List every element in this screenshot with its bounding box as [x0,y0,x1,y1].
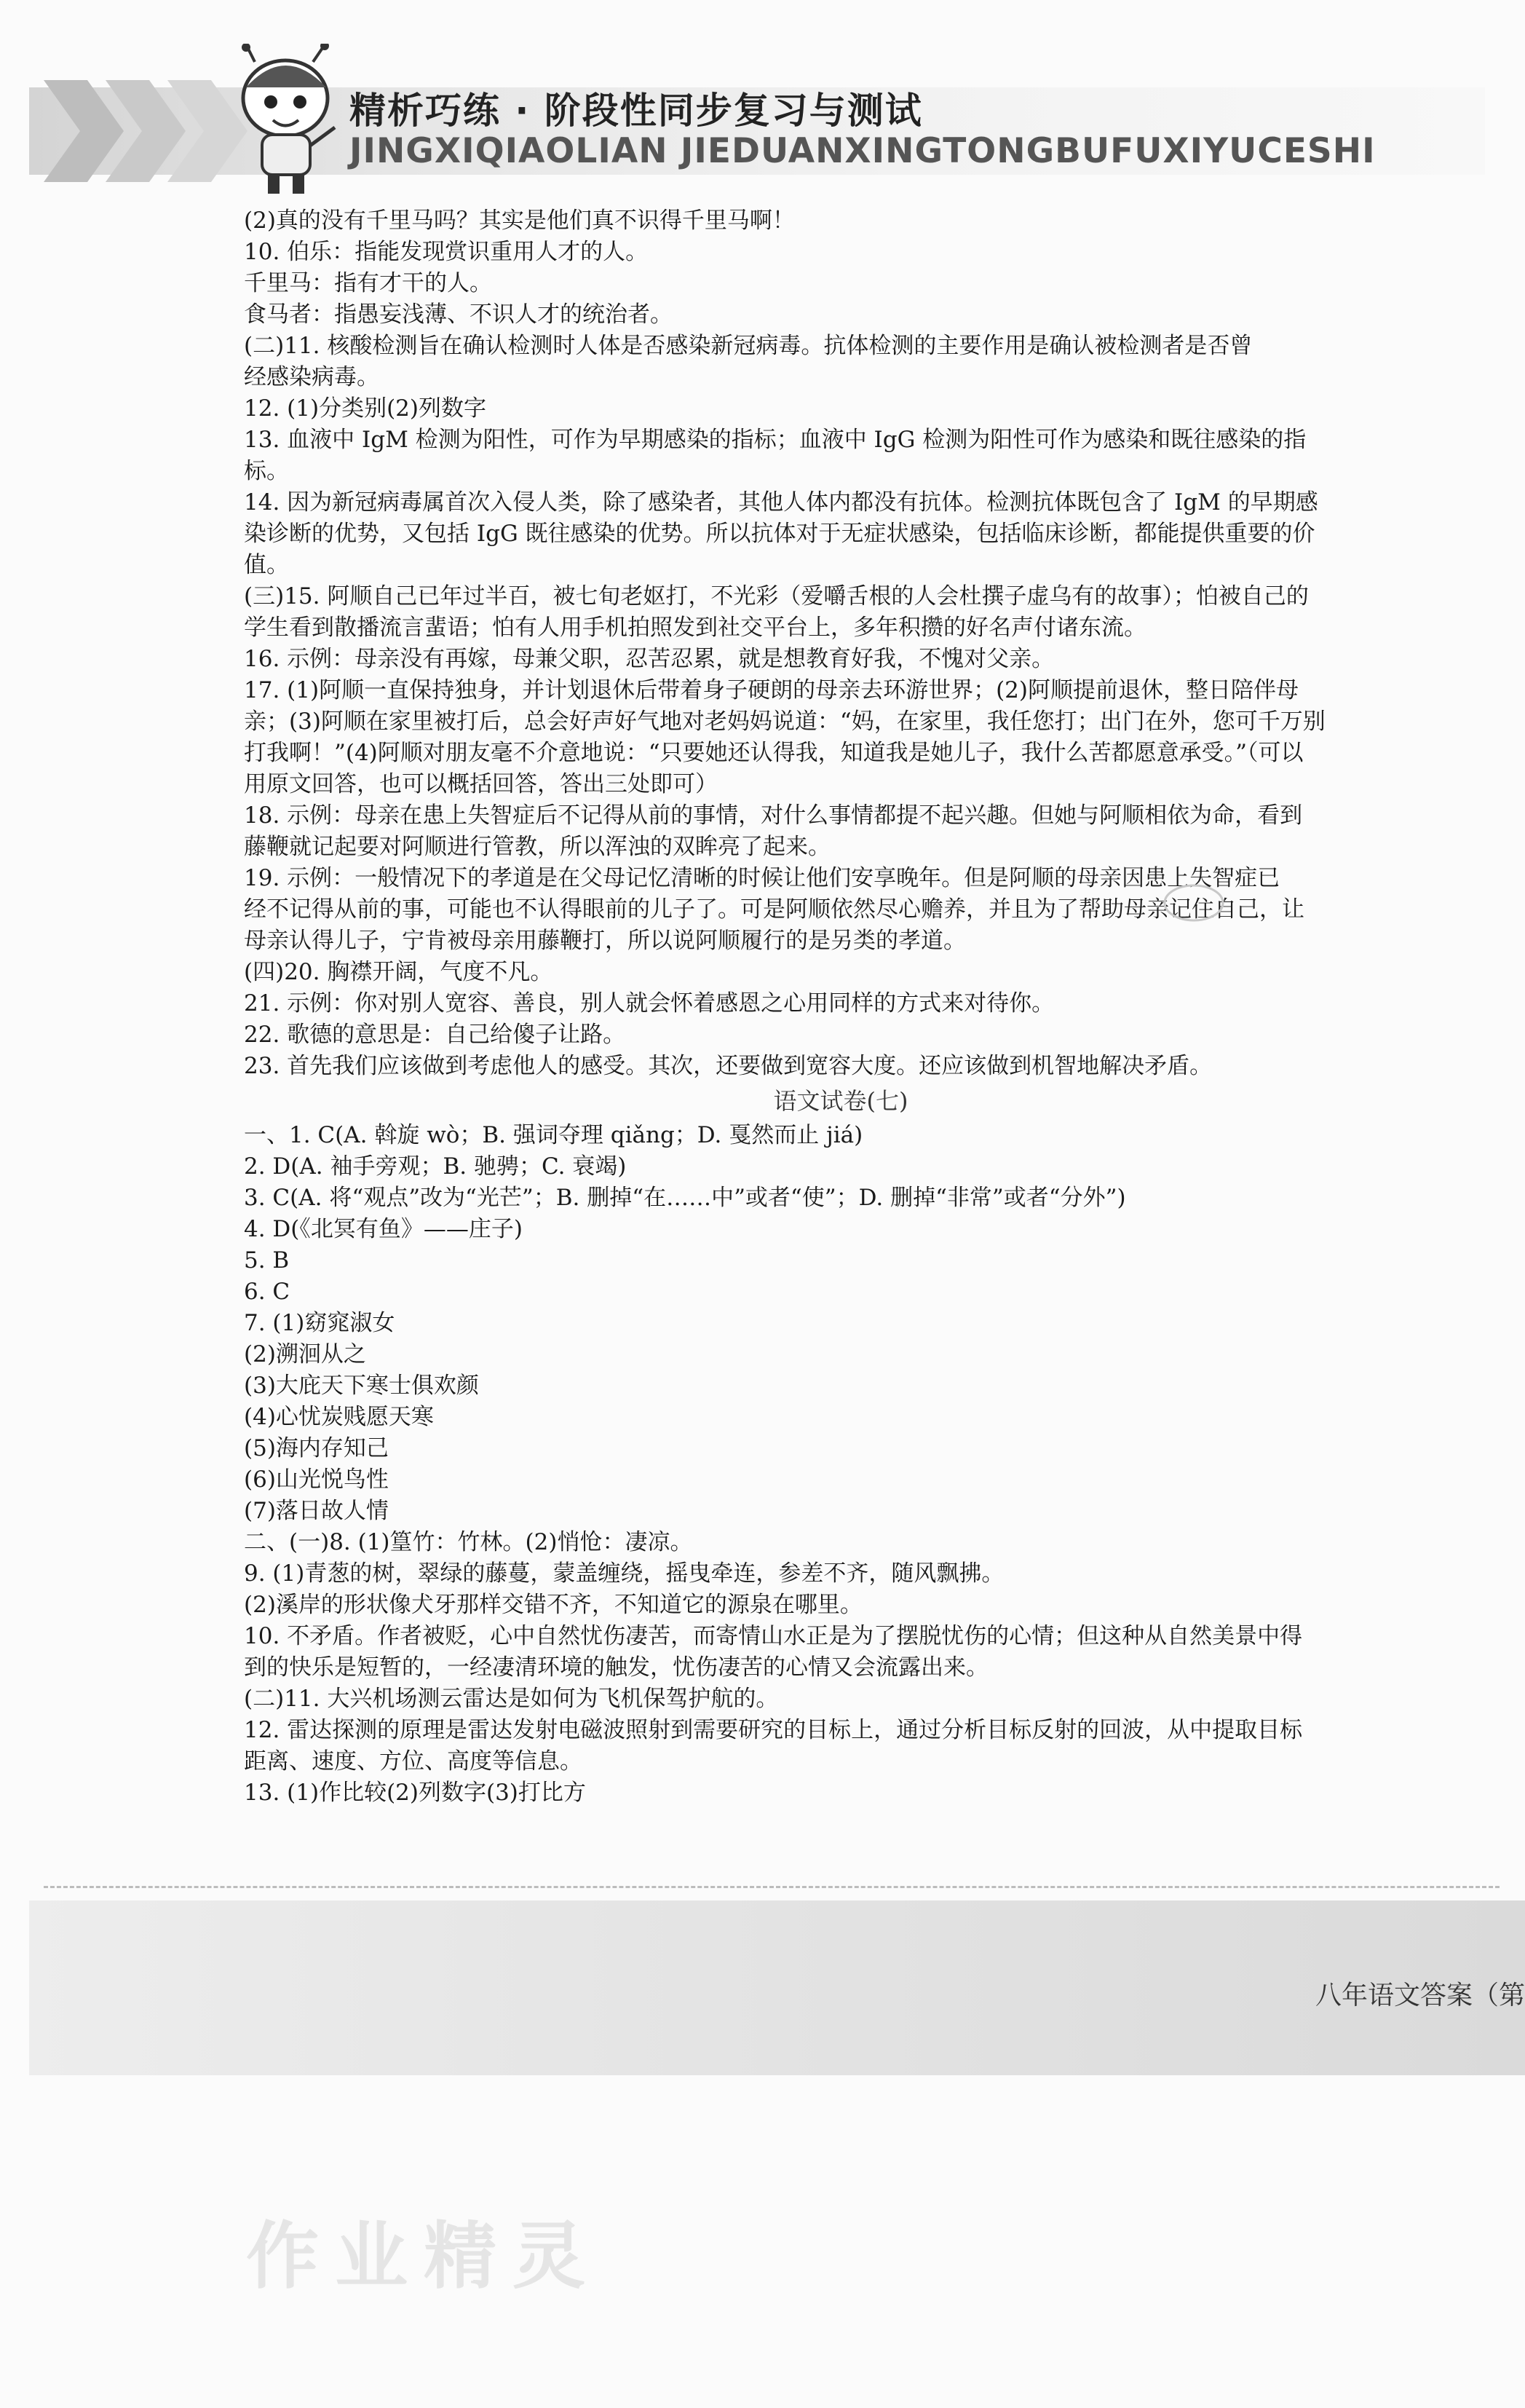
header-title-en: JINGXIQIAOLIAN JIEDUANXINGTONGBUFUXIYUCESHI [349,131,1376,171]
answer-line: 21. 示例：你对别人宽容、善良，别人就会怀着感恩之心用同样的方式来对待你。 [244,990,1055,1017]
answer-line: 17. (1)阿顺一直保持独身，并计划退休后带着身子硬朗的母亲去环游世界；(2)阿顺提前退休，整日陪伴母 [244,677,1299,703]
answer-line: 经感染病毒。 [244,364,379,390]
answer-line: 12. 雷达探测的原理是雷达发射电磁波照射到需要研究的目标上，通过分析目标反射的回波，从中提取目标 [244,1717,1303,1743]
answer-line: (3)大庇天下寒士俱欢颜 [244,1373,479,1399]
answer-line: 打我啊！”(4)阿顺对朋友毫不介意地说：“只要她还认得我，知道我是她儿子，我什么苦都愿意承受。”（可以 [244,740,1304,766]
answer-line: 经不记得从前的事，可能也不认得眼前的儿子了。可是阿顺依然尽心赡养，并且为了帮助母亲记住自己，让 [244,896,1304,923]
answer-line: 用原文回答，也可以概括回答，答出三处即可） [244,771,718,797]
answer-line: 12. (1)分类别(2)列数字 [244,395,486,422]
answer-line: 染诊断的优势，又包括 IgG 既往感染的优势。所以抗体对于无症状感染，包括临床诊断，都能提供重要的价 [244,521,1315,547]
watermark-stamp-icon [1161,881,1227,925]
footer-divider [44,1886,1500,1888]
answer-line: 母亲认得儿子，宁肯被母亲用藤鞭打，所以说阿顺履行的是另类的孝道。 [244,928,966,954]
page-header [0,0,1525,240]
answer-line: 学生看到散播流言蜚语；怕有人用手机拍照发到社交平台上，多年积攒的好名声付诸东流。 [244,615,1146,641]
section-title: 语文试卷(七) [773,1087,908,1115]
footer-band [29,1900,1525,2075]
answer-line: 7. (1)窈窕淑女 [244,1310,395,1336]
answer-line: 13. 血液中 IgM 检测为阳性，可作为早期感染的指标；血液中 IgG 检测为阳性可作为感染和既往感染的指 [244,427,1307,453]
mascot-icon [233,44,342,197]
answer-line: 距离、速度、方位、高度等信息。 [244,1748,582,1775]
answer-line: 食马者：指愚妄浅薄、不识人才的统治者。 [244,301,673,328]
answer-line: 18. 示例：母亲在患上失智症后不记得从前的事情，对什么事情都提不起兴趣。但她与阿顺相依为命，看到 [244,802,1303,829]
answer-line: 标。 [244,458,289,484]
answer-line: 4. D(《北冥有鱼》——庄子) [244,1216,523,1242]
answer-line: 亲；(3)阿顺在家里被打后，总会好声好气地对老妈妈说道：“妈，在家里，我任您打；出门在外，您可千万别 [244,708,1326,735]
answer-line: (7)落日故人情 [244,1498,389,1524]
answer-line: (6)山光悦鸟性 [244,1466,389,1493]
answer-line: 16. 示例：母亲没有再嫁，母兼父职，忍苦忍累，就是想教育好我，不愧对父亲。 [244,646,1055,672]
answer-line: 13. (1)作比较(2)列数字(3)打比方 [244,1780,586,1806]
answer-line: 9. (1)青葱的树，翠绿的藤蔓，蒙盖缠绕，摇曳牵连，参差不齐，随风飘拂。 [244,1560,1005,1587]
answer-line: 一、1. C(A. 斡旋 wò；B. 强词夺理 qiǎng；D. 戛然而止 jiá) [244,1122,863,1148]
answer-line: (2)溪岸的形状像犬牙那样交错不齐，不知道它的源泉在哪里。 [244,1592,863,1618]
answer-line: 到的快乐是短暂的，一经凄清环境的触发，忧伤凄苦的心情又会流露出来。 [244,1654,989,1681]
answer-line: (二)11. 大兴机场测云雷达是如何为飞机保驾护航的。 [244,1686,779,1712]
answer-content [244,205,1438,1809]
footer-page-label: 八年语文答案（第 [1315,1981,1525,2010]
answer-line: 6. C [244,1279,290,1305]
answer-line: 10. 伯乐：指能发现赏识重用人才的人。 [244,239,649,265]
answer-line: (2)溯洄从之 [244,1341,366,1367]
answer-line: 5. B [244,1247,290,1274]
header-title-cn: 精析巧练 · 阶段性同步复习与测试 [349,90,923,132]
answer-line: 藤鞭就记起要对阿顺进行管教，所以浑浊的双眸亮了起来。 [244,834,831,860]
answer-line: (三)15. 阿顺自己已年过半百，被七旬老妪打，不光彩（爱嚼舌根的人会杜撰子虚乌有的故事）；怕被自己的 [244,583,1309,609]
answer-line: 二、(一)8. (1)篁竹：竹林。(2)悄怆：凄凉。 [244,1529,693,1555]
answer-line: 10. 不矛盾。作者被贬，心中自然忧伤凄苦，而寄情山水正是为了摆脱忧伤的心情；但这种从自然美景中得 [244,1623,1303,1649]
answer-line: (5)海内存知己 [244,1435,389,1461]
answer-line: 19. 示例：一般情况下的孝道是在父母记忆清晰的时候让他们安享晚年。但是阿顺的母亲因患上失智症已 [244,865,1280,891]
answer-line: 3. C(A. 将“观点”改为“光芒”；B. 删掉“在……中”或者“使”；D. 删掉“非常”或者“分外”) [244,1185,1126,1211]
answer-line: (4)心忧炭贱愿天寒 [244,1404,434,1430]
answer-line: (四)20. 胸襟开阔，气度不凡。 [244,959,553,985]
answer-line: 23. 首先我们应该做到考虑他人的感受。其次，还要做到宽容大度。还应该做到机智地解决矛盾。 [244,1053,1213,1079]
answer-line: 千里马：指有才干的人。 [244,270,492,296]
watermark-text: 作业精灵 [246,2214,601,2299]
answer-line: (二)11. 核酸检测旨在确认检测时人体是否感染新冠病毒。抗体检测的主要作用是确认被检测者是否曾 [244,333,1253,359]
answer-line: 2. D(A. 袖手旁观；B. 驰骋；C. 衰竭) [244,1153,627,1180]
answer-line: (2)真的没有千里马吗？其实是他们真不识得千里马啊！ [244,208,795,234]
answer-line: 值。 [244,552,289,578]
answer-line: 22. 歌德的意思是：自己给傻子让路。 [244,1022,626,1048]
answer-line: 14. 因为新冠病毒属首次入侵人类，除了感染者，其他人体内都没有抗体。检测抗体既包含了 IgM 的早期感 [244,489,1318,516]
